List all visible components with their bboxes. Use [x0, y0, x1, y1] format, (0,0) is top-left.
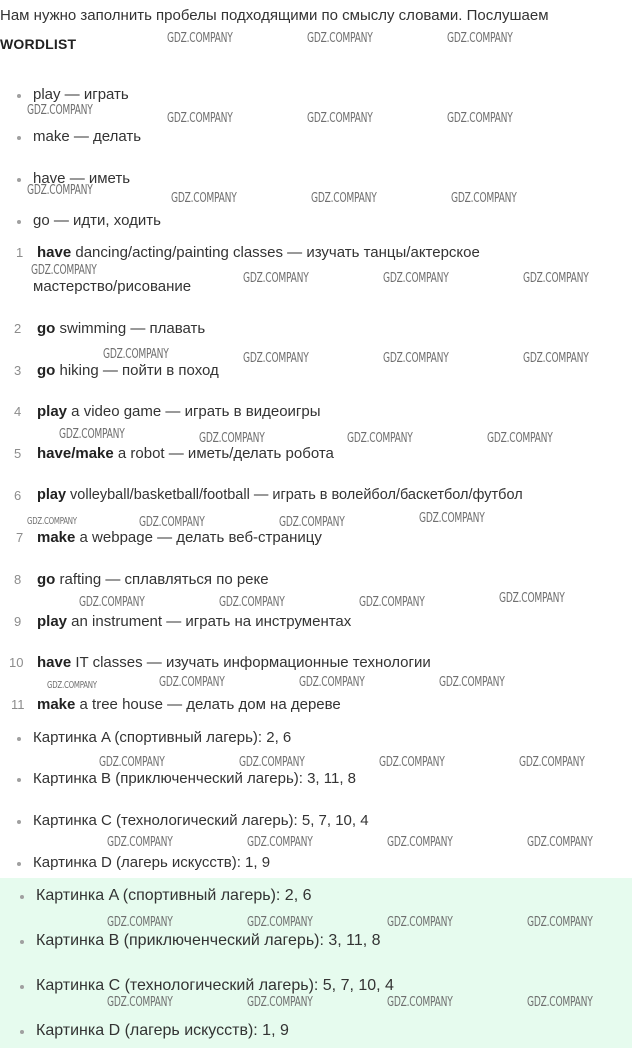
- phrase-item: [37, 529, 322, 546]
- phrase-verb: have: [37, 654, 72, 671]
- watermark: GDZ.COMPANY: [487, 431, 553, 446]
- watermark: GDZ.COMPANY: [27, 183, 93, 198]
- picture-item: Картинка D (лагерь искусств): 1, 9: [33, 854, 271, 871]
- watermark: GDZ.COMPANY: [47, 680, 97, 691]
- watermark: GDZ.COMPANY: [99, 755, 165, 770]
- watermark: GDZ.COMPANY: [379, 755, 445, 770]
- watermark: GDZ.COMPANY: [239, 755, 305, 770]
- watermark: GDZ.COMPANY: [159, 675, 225, 690]
- watermark: GDZ.COMPANY: [139, 515, 205, 530]
- phrase-rest: hiking — пойти в поход: [55, 362, 219, 379]
- answer-item: Картинка A (спортивный лагерь): 2, 6: [36, 887, 312, 904]
- watermark: GDZ.COMPANY: [299, 675, 365, 690]
- wordlist-item: play — играть: [33, 86, 129, 103]
- watermark: GDZ.COMPANY: [311, 191, 377, 206]
- phrase-number: 6: [14, 488, 22, 503]
- phrase-rest: a robot — иметь/делать робота: [113, 445, 334, 462]
- watermark: GDZ.COMPANY: [247, 995, 313, 1010]
- phrase-item: [37, 613, 351, 630]
- watermark: GDZ.COMPANY: [523, 351, 589, 366]
- phrase-item: [37, 487, 523, 503]
- watermark: GDZ.COMPANY: [107, 835, 173, 850]
- phrase-item: [37, 654, 431, 671]
- watermark: GDZ.COMPANY: [247, 915, 313, 930]
- picture-item: Картинка C (технологический лагерь): 5, 7, 10, 4: [33, 812, 369, 829]
- phrase-rest: dancing/acting/painting classes — изучать танцы/актерское: [71, 244, 480, 261]
- watermark: GDZ.COMPANY: [387, 995, 453, 1010]
- phrase-number: 11: [11, 697, 25, 712]
- phrase-verb: go: [37, 571, 56, 588]
- phrase-number: 5: [14, 446, 22, 461]
- watermark: GDZ.COMPANY: [79, 595, 145, 610]
- wordlist-heading: WORDLIST: [0, 36, 77, 52]
- phrase-item: [37, 571, 269, 588]
- watermark: GDZ.COMPANY: [243, 271, 309, 286]
- watermark: GDZ.COMPANY: [167, 111, 233, 126]
- watermark: GDZ.COMPANY: [167, 31, 233, 46]
- answer-item: Картинка D (лагерь искусств): 1, 9: [36, 1022, 289, 1039]
- phrase-rest: a webpage — делать веб-страницу: [75, 529, 322, 546]
- phrase-verb: go: [37, 362, 56, 379]
- phrase-verb: have: [37, 244, 72, 261]
- watermark: GDZ.COMPANY: [171, 191, 237, 206]
- watermark: GDZ.COMPANY: [419, 511, 485, 526]
- watermark: GDZ.COMPANY: [247, 835, 313, 850]
- watermark: GDZ.COMPANY: [451, 191, 517, 206]
- watermark: GDZ.COMPANY: [387, 835, 453, 850]
- phrase-item: [37, 320, 205, 337]
- watermark: GDZ.COMPANY: [307, 31, 373, 46]
- phrase-number: 4: [14, 404, 22, 419]
- watermark: GDZ.COMPANY: [347, 431, 413, 446]
- watermark: GDZ.COMPANY: [447, 31, 513, 46]
- picture-item: Картинка B (приключенческий лагерь): 3, 11, 8: [33, 770, 357, 787]
- watermark: GDZ.COMPANY: [279, 515, 345, 530]
- watermark: GDZ.COMPANY: [199, 431, 265, 446]
- phrase-rest: rafting — сплавляться по реке: [55, 571, 269, 588]
- phrase-verb: play: [37, 487, 67, 503]
- watermark: GDZ.COMPANY: [107, 915, 173, 930]
- watermark: GDZ.COMPANY: [527, 915, 593, 930]
- watermark: GDZ.COMPANY: [383, 351, 449, 366]
- phrase-item: [37, 362, 219, 379]
- phrase-number: 10: [9, 655, 24, 670]
- phrase-verb: make: [37, 529, 76, 546]
- watermark: GDZ.COMPANY: [307, 111, 373, 126]
- watermark: GDZ.COMPANY: [107, 995, 173, 1010]
- watermark: GDZ.COMPANY: [447, 111, 513, 126]
- watermark: GDZ.COMPANY: [439, 675, 505, 690]
- answer-item: Картинка C (технологический лагерь): 5, 7, 10, 4: [36, 977, 394, 994]
- watermark: GDZ.COMPANY: [27, 103, 93, 118]
- phrase-item: [37, 445, 334, 462]
- phrase-verb: make: [37, 696, 76, 713]
- phrase-number: 1: [16, 245, 24, 260]
- phrase-item: [37, 403, 321, 420]
- watermark: GDZ.COMPANY: [219, 595, 285, 610]
- watermark: GDZ.COMPANY: [103, 347, 169, 362]
- phrase-number: 9: [14, 614, 22, 629]
- watermark: GDZ.COMPANY: [387, 915, 453, 930]
- phrase-verb: play: [37, 613, 68, 630]
- phrase-rest: a video game — играть в видеоигры: [67, 403, 321, 420]
- phrase-rest: an instrument — играть на инструментах: [67, 613, 352, 630]
- phrase-rest: IT classes — изучать информационные технологии: [71, 654, 431, 671]
- watermark: GDZ.COMPANY: [527, 995, 593, 1010]
- picture-item: Картинка A (спортивный лагерь): 2, 6: [33, 729, 292, 746]
- phrase-verb: play: [37, 403, 68, 420]
- watermark: GDZ.COMPANY: [499, 591, 565, 606]
- watermark: GDZ.COMPANY: [243, 351, 309, 366]
- phrase-continuation: мастерство/рисование: [33, 278, 192, 295]
- phrase-number: 8: [14, 572, 22, 587]
- watermark: GDZ.COMPANY: [383, 271, 449, 286]
- phrase-item: [37, 244, 480, 261]
- phrase-rest: a tree house — делать дом на дереве: [75, 696, 341, 713]
- wordlist-item: have — иметь: [33, 170, 131, 187]
- watermark: GDZ.COMPANY: [27, 516, 77, 527]
- phrase-rest: volleyball/basketball/football — играть в волейбол/баскетбол/футбол: [66, 487, 523, 503]
- phrase-rest: swimming — плавать: [55, 320, 206, 337]
- watermark: GDZ.COMPANY: [519, 755, 585, 770]
- watermark: GDZ.COMPANY: [31, 263, 97, 278]
- phrase-number: 2: [14, 321, 22, 336]
- phrase-item: [37, 696, 341, 713]
- phrase-verb: go: [37, 320, 56, 337]
- phrase-number: 7: [16, 530, 24, 545]
- wordlist-item: make — делать: [33, 128, 142, 145]
- answer-item: Картинка B (приключенческий лагерь): 3, 11, 8: [36, 932, 381, 949]
- watermark: GDZ.COMPANY: [527, 835, 593, 850]
- wordlist-item: go — идти, ходить: [33, 212, 161, 229]
- intro-text: Нам нужно заполнить пробелы подходящими по смыслу словами. Послушаем: [0, 7, 549, 24]
- watermark: GDZ.COMPANY: [59, 427, 125, 442]
- phrase-verb: have/make: [37, 445, 114, 462]
- watermark: GDZ.COMPANY: [523, 271, 589, 286]
- phrase-number: 3: [14, 363, 22, 378]
- watermark: GDZ.COMPANY: [359, 595, 425, 610]
